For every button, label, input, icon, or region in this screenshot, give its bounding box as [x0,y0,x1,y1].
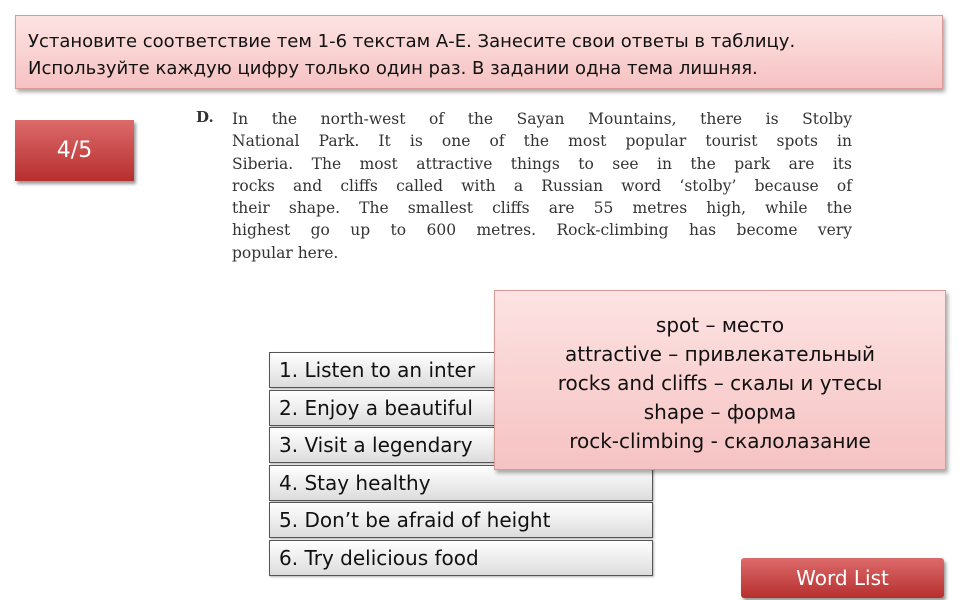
vocab-item: attractive – привлекательный [564,342,876,366]
instruction-line-2: Используйте каждую цифру только один раз. В задании одна тема лишняя. [28,58,758,79]
text-line: rocks and cliffs called with a Russian word ‘stolby’ because of [232,176,852,195]
task-instruction-box [15,15,943,89]
topic-item-6[interactable]: 6. Try delicious food [269,540,653,576]
text-line: their shape. The smallest cliffs are 55 metres high, while the [232,199,852,218]
topic-item-2[interactable]: 2. Enjoy a beautiful [269,390,653,426]
word-list-button[interactable]: Word List [741,558,944,598]
vocab-item: shape – форма [643,400,797,424]
vocab-item: rock-climbing - скалолазание [569,429,871,453]
text-line: highest go up to 600 metres. Rock-climbing has become very [232,221,852,240]
topic-item-4[interactable]: 4. Stay healthy [269,465,653,501]
text-line: In the north-west of the Sayan Mountains, there is Stolby [232,110,852,128]
text-line: popular here. [232,243,339,262]
text-lines [232,108,852,264]
topic-item-3[interactable]: 3. Visit a legendary [269,427,653,463]
text-line: National Park. It is one of the most popular tourist spots in [232,132,852,151]
text-letter: D. [196,108,214,126]
topic-item-1[interactable]: 1. Listen to an inter [269,352,653,388]
vocabulary-popup [494,290,946,470]
vocab-item: spot – место [655,313,785,337]
slide-counter: 4/5 [15,120,134,181]
instruction-line-1: Установите соответствие тем 1-6 текстам А-Е. Занесите свои ответы в таблицу. [28,31,796,52]
topic-item-5[interactable]: 5. Don’t be afraid of height [269,502,653,538]
text-line: Siberia. The most attractive things to see in the park are its [232,154,852,173]
vocab-item: rocks and cliffs – скалы и утесы [557,371,883,395]
